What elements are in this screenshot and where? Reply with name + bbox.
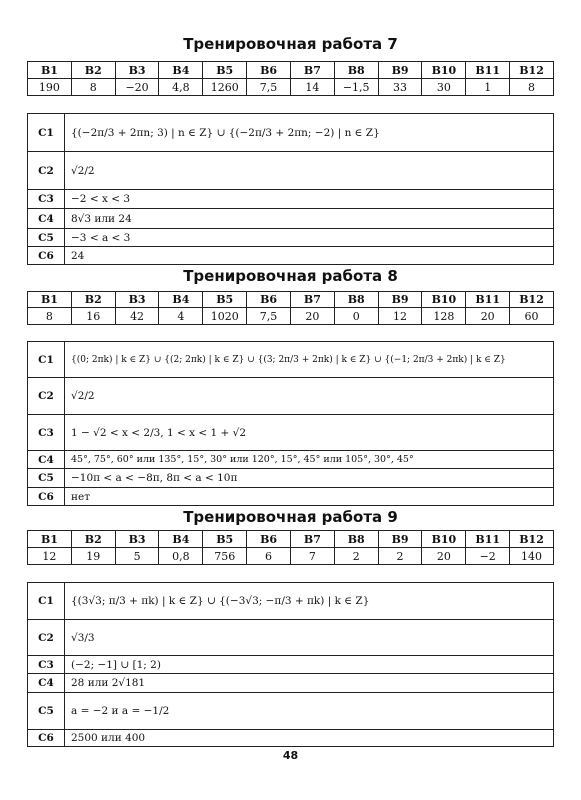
b-header: B9 [378, 292, 422, 308]
c-value: −2 < x < 3 [65, 190, 554, 209]
b-value: 5 [115, 548, 159, 565]
b-value: 14 [290, 79, 334, 96]
b-header: B2 [71, 62, 115, 79]
b-value: 756 [203, 548, 247, 565]
b-value: 0 [334, 308, 378, 325]
b-header: B1 [28, 531, 72, 548]
c-value: 45°, 75°, 60° или 135°, 15°, 30° или 120°, 15°, 45° или 105°, 30°, 45° [65, 451, 554, 469]
c-value: 1 − √2 < x < 2/3, 1 < x < 1 + √2 [65, 415, 554, 451]
b-value: 4,8 [159, 79, 203, 96]
page-number: 48 [282, 749, 299, 762]
c-key: C5 [28, 469, 65, 488]
b-value: 30 [422, 79, 466, 96]
b-value: 1260 [203, 79, 247, 96]
b-header: B4 [159, 62, 203, 79]
b-header: B5 [203, 62, 247, 79]
b-value: 128 [422, 308, 466, 325]
b-value: 1020 [203, 308, 247, 325]
section-title-8: Тренировочная работа 8 [183, 267, 398, 285]
b-header: B7 [290, 292, 334, 308]
c-value: нет [65, 488, 554, 506]
b-value: 8 [71, 79, 115, 96]
b-value: 12 [378, 308, 422, 325]
b-header: B10 [422, 531, 466, 548]
b-header: B6 [247, 62, 291, 79]
c-value: 2500 или 400 [65, 730, 554, 747]
c-value: 24 [65, 247, 554, 265]
c-key: C1 [28, 114, 65, 152]
b-header: B11 [466, 531, 510, 548]
c-key: C4 [28, 674, 65, 693]
c-key: C4 [28, 451, 65, 469]
b-header: B1 [28, 292, 72, 308]
c-key: C1 [28, 342, 65, 378]
b-header: B10 [422, 62, 466, 79]
b-header: B11 [466, 62, 510, 79]
c-key: C2 [28, 378, 65, 415]
c-value: 28 или 2√181 [65, 674, 554, 693]
b-header: B2 [71, 292, 115, 308]
b-header: B8 [334, 292, 378, 308]
c-value: −10π < a < −8π, 8π < a < 10π [65, 469, 554, 488]
b-value: 33 [378, 79, 422, 96]
c-value: √2/2 [65, 378, 554, 415]
c-key: C1 [28, 583, 65, 620]
b-value: 20 [466, 308, 510, 325]
c-value: −3 < a < 3 [65, 229, 554, 247]
section-title-9: Тренировочная работа 9 [183, 508, 398, 526]
b-value: −2 [466, 548, 510, 565]
b-header: B2 [71, 531, 115, 548]
c-value: {(0; 2πk) | k ∈ Z} ∪ {(2; 2πk) | k ∈ Z} ∪ {(3; 2π/3 + 2πk) | k ∈ Z} ∪ {(−1; 2π/3 + 2πk) | k ∈ Z} [65, 342, 554, 378]
c-answers-table-7 [27, 113, 554, 265]
b-header: B4 [159, 292, 203, 308]
c-value: √2/2 [65, 152, 554, 190]
c-key: C2 [28, 620, 65, 656]
b-value: 12 [28, 548, 72, 565]
b-value: 2 [334, 548, 378, 565]
c-key: C3 [28, 656, 65, 674]
b-value: 6 [247, 548, 291, 565]
c-key: C2 [28, 152, 65, 190]
c-value: 8√3 или 24 [65, 209, 554, 229]
b-value: 19 [71, 548, 115, 565]
c-key: C4 [28, 209, 65, 229]
b-answers-table-8 [27, 291, 554, 325]
b-header: B12 [510, 62, 554, 79]
b-value: 140 [510, 548, 554, 565]
c-value: (−2; −1] ∪ [1; 2) [65, 656, 554, 674]
c-key: C5 [28, 693, 65, 730]
b-value: 1 [466, 79, 510, 96]
section-title-7: Тренировочная работа 7 [183, 35, 398, 53]
c-key: C3 [28, 190, 65, 209]
c-value: √3/3 [65, 620, 554, 656]
c-key: C6 [28, 247, 65, 265]
b-header: B7 [290, 531, 334, 548]
b-header: B3 [115, 292, 159, 308]
b-value: −20 [115, 79, 159, 96]
b-header: B6 [247, 292, 291, 308]
b-value: 20 [290, 308, 334, 325]
b-header: B8 [334, 62, 378, 79]
c-key: C3 [28, 415, 65, 451]
b-header: B5 [203, 292, 247, 308]
c-answers-table-8 [27, 341, 554, 506]
b-header: B6 [247, 531, 291, 548]
b-header: B12 [510, 292, 554, 308]
b-value: 0,8 [159, 548, 203, 565]
b-value: 7 [290, 548, 334, 565]
b-value: 7,5 [247, 308, 291, 325]
b-header: B11 [466, 292, 510, 308]
c-key: C6 [28, 730, 65, 747]
b-header: B7 [290, 62, 334, 79]
b-header: B8 [334, 531, 378, 548]
b-header: B3 [115, 62, 159, 79]
b-value: 42 [115, 308, 159, 325]
c-answers-table-9 [27, 582, 554, 747]
b-value: 2 [378, 548, 422, 565]
b-header: B3 [115, 531, 159, 548]
b-value: 190 [28, 79, 72, 96]
b-header: B10 [422, 292, 466, 308]
b-value: 4 [159, 308, 203, 325]
b-header: B4 [159, 531, 203, 548]
b-answers-table-7 [27, 61, 554, 96]
c-key: C6 [28, 488, 65, 506]
b-value: 20 [422, 548, 466, 565]
c-value: {(−2π/3 + 2πn; 3) | n ∈ Z} ∪ {(−2π/3 + 2πn; −2) | n ∈ Z} [65, 114, 554, 152]
c-value: a = −2 и a = −1/2 [65, 693, 554, 730]
c-key: C5 [28, 229, 65, 247]
b-header: B12 [510, 531, 554, 548]
c-value: {(3√3; π/3 + πk) | k ∈ Z} ∪ {(−3√3; −π/3 + πk) | k ∈ Z} [65, 583, 554, 620]
b-value: 60 [510, 308, 554, 325]
b-header: B5 [203, 531, 247, 548]
b-value: −1,5 [334, 79, 378, 96]
b-value: 8 [510, 79, 554, 96]
b-header: B9 [378, 531, 422, 548]
b-value: 7,5 [247, 79, 291, 96]
b-header: B9 [378, 62, 422, 79]
b-value: 16 [71, 308, 115, 325]
b-value: 8 [28, 308, 72, 325]
b-header: B1 [28, 62, 72, 79]
b-answers-table-9 [27, 530, 554, 565]
